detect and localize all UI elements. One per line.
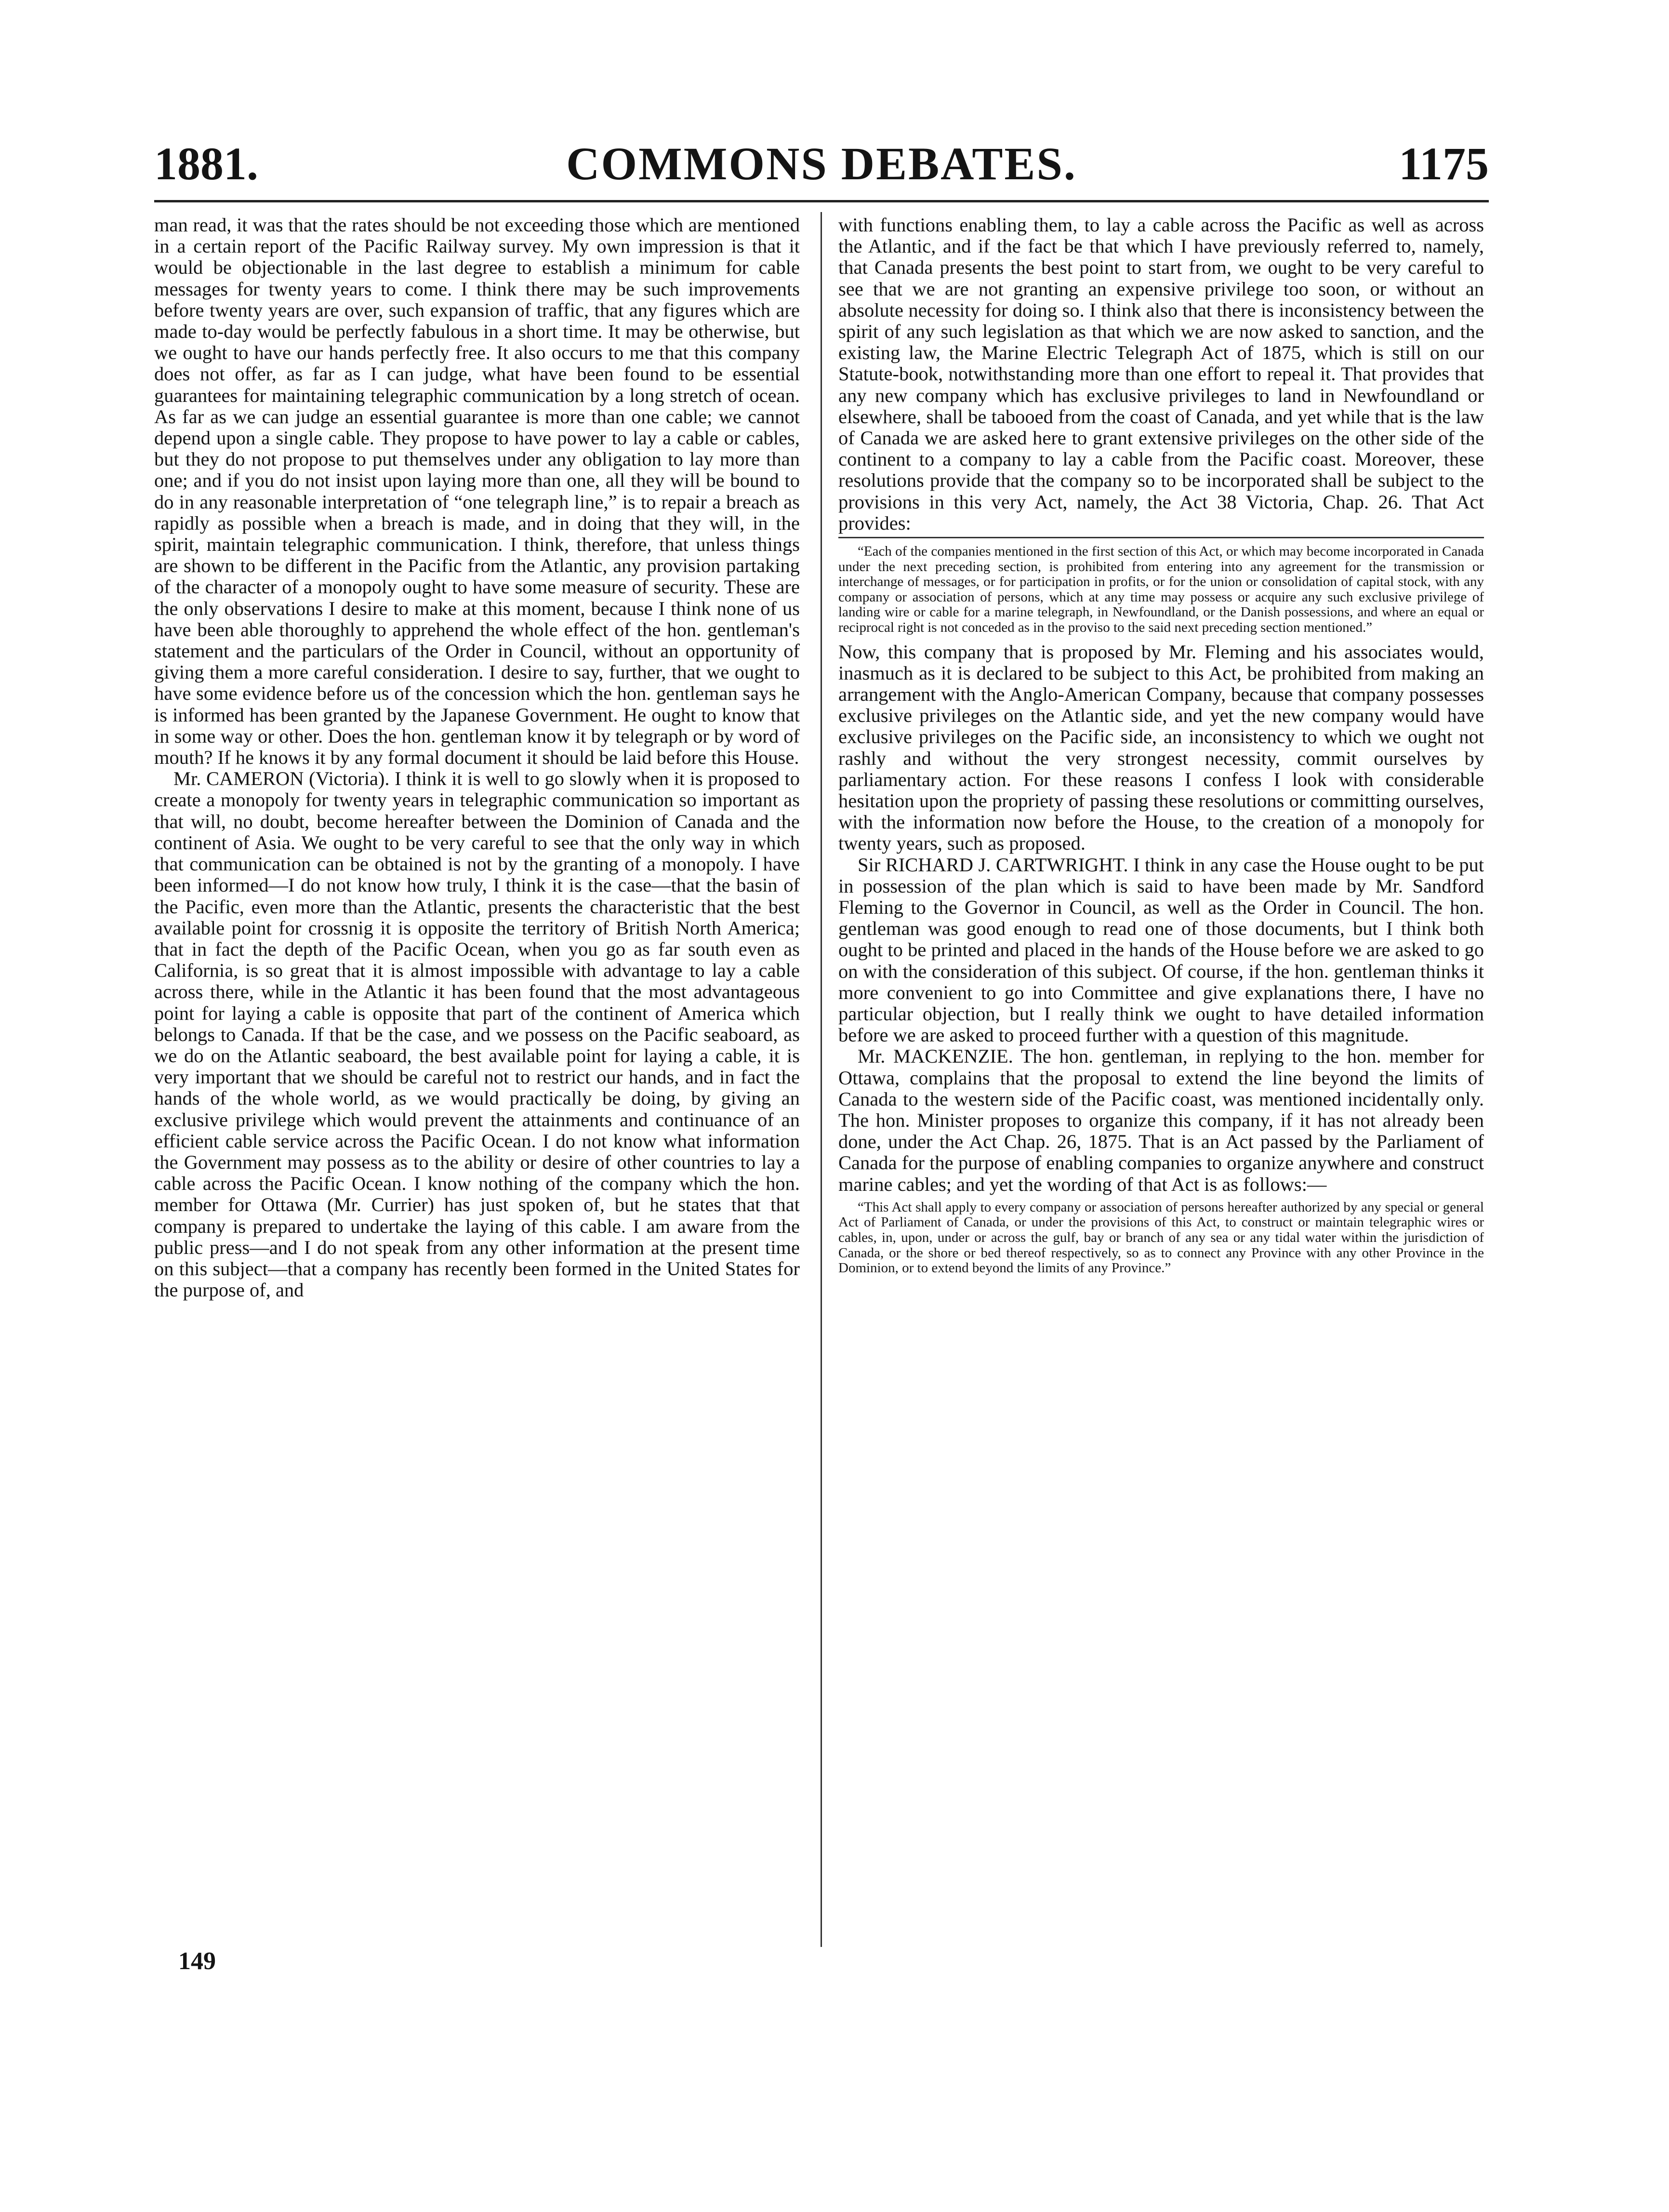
right-paragraph-1: with functions enabling them, to lay a cable across the Pacific as well as across the Atlantic, and if the fact be that which I have previously referred to, namely, that Canada presents the best point to start from, we ought to be very careful to see that we are not granting an expensive privilege too soon, or without an absolute necessity for doing so. I think also that there is inconsistency between the spirit of any such legislation as that which we are now asked to sanction, and the existing law, the Marine Electric Telegraph Act of 1875, which is still on our Statute-book, notwithstanding more than one effort to repeal it. That provides that any new company which has exclusive privileges to land in Newfoundland or elsewhere, shall be tabooed from the coast of Canada, and yet while that is the law of Canada we are asked here to grant extensive privileges on the other side of the continent to a company to lay a cable from the Pacific coast. Moreover, these resolutions provide that the company so to be incorporated shall be subject to the provisions in this very Act, namely, the Act 38 Victoria, Chap. 26. That Act provides:	[838, 214, 1484, 534]
left-paragraph-2: Mr. CAMERON (Victoria). I think it is well to go slowly when it is proposed to create a monopoly for twenty years in telegraphic communication so important as that will, no doubt, become hereafter between the Dominion of Canada and the continent of Asia. We ought to be very careful to see that the only way in which that communication can be obtained is not by the granting of a monopoly. I have been informed—I do not know how truly, I think it is the case—that the basin of the Pacific, even more than the Atlantic, presents the characteristic that the best available point for crossnig it is opposite the territory of British North America; that in fact the depth of the Pacific Ocean, when you go as far south even as California, is so great that it is almost impossible with advantage to lay a cable across there, while in the Atlantic it has been found that the most advantageous point for laying a cable is opposite that part of the continent of America which belongs to Canada. If that be the case, and we possess on the Pacific seaboard, as we do on the Atlantic seaboard, the best available point for laying a cable, it is very important that we should be careful not to restrict our hands, and in fact the hands of the whole world, as we would practically be doing, by giving an exclusive privilege which would prevent the attainments and continuance of an efficient cable service across the Pacific Ocean. I do not know what information the Government may possess as to the ability or desire of other countries to lay a cable across the Pacific Ocean. I know nothing of the company which the hon. member for Ottawa (Mr. Currier) has just spoken of, but he states that that company is prepared to undertake the laying of this cable. I am aware from the public press—and I do not speak from any other information at the present time on this subject—that a company has recently been formed in the United States for the purpose of, and	[154, 768, 800, 1301]
column-divider	[821, 212, 822, 1947]
right-paragraph-3: Sir RICHARD J. CARTWRIGHT. I think in any case the House ought to be put in possession of the plan which is said to have been made by Mr. Sandford Fleming to the Governor in Council, as well as the Order in Council. The hon. gentleman was good enough to read one of those documents, but I think both ought to be printed and placed in the hands of the House before we are asked to go on with the consideration of this subject. Of course, if the hon. gentleman thinks it more convenient to go into Committee and give explanations there, I have no particular objection, but I really think we ought to have detailed information before we are asked to proceed further with a question of this magnitude.	[838, 853, 1484, 1046]
page-header	[154, 135, 1489, 193]
right-paragraph-2: Now, this company that is proposed by Mr. Fleming and his associates would, inasmuch as it is declared to be subject to this Act, be prohibited from making an arrangement with the Anglo-American Company, because that company possesses exclusive privileges on the Atlantic side, and yet the new company would have exclusive privileges on the Pacific side, an inconsistency to which we ought not rashly and without the very strongest necessity, commit ourselves by parliamentary action. For these reasons I confess I look with considerable hesitation upon the propriety of passing these resolutions or committing ourselves, with the information now before the House, to the creation of a monopoly for twenty years, such as proposed.	[838, 640, 1484, 854]
right-column	[838, 214, 1484, 1282]
header-rule	[154, 200, 1489, 202]
right-quote-1: “Each of the companies mentioned in the first section of this Act, or which may become incorporated in Canada under the next preceding section, is prohibited from entering into any agreement for the transmission or interchange of messages, or for participation in profits, or for the union or consolidation of capital stock, with any company or association of persons, which at any time may possess or acquire any such exclusive privilege of landing wire or cable for a marine telegraph, in Newfoundland, or the Danish possessions, and where an equal or reciprocal right is not conceded as in the proviso to the said next preceding section mentioned.”	[838, 544, 1484, 636]
left-paragraph-1: man read, it was that the rates should be not exceeding those which are mentioned in a certain report of the Pacific Railway survey. My own impression is that it would be objectionable in the last degree to establish a minimum for cable messages for twenty years to come. I think there may be such improvements before twenty years are over, such expansion of traffic, that any figures which are made to-day would be perfectly fabulous in a short time. It may be otherwise, but we ought to have our hands perfectly free. It also occurs to me that this company does not offer, as far as I can judge, what have been found to be essential guarantees for maintaining telegraphic communication by a long stretch of ocean. As far as we can judge an essential guarantee is more than one cable; we cannot depend upon a single cable. They propose to have power to lay a cable or cables, but they do not propose to put themselves under any obligation to lay more than one; and if you do not insist upon laying more than one, all they will be bound to do in any reasonable interpretation of “one telegraph line,” is to repair a breach as rapidly as possible when a breach is made, and in doing that they will, in the spirit, maintain telegraphic communication. I think, therefore, that unless things are shown to be different in the Pacific from the Atlantic, any provision partaking of the character of a monopoly ought to have some measure of security. These are the only observations I desire to make at this moment, because I think none of us have been able thoroughly to apprehend the whole effect of the hon. gentleman's statement and the particulars of the Order in Council, without an opportunity of giving them a more careful consideration. I desire to say, further, that we ought to have some evidence before us of the concession which the hon. gentleman says he is informed has been granted by the Japanese Government. He ought to know that in some way or other. Does the hon. gentleman know it by telegraph or by word of mouth? If he knows it by any formal document it should be laid before this House.	[154, 214, 800, 769]
quote-rule	[838, 537, 1484, 538]
signature-mark: 149	[178, 1947, 216, 1975]
header-year: 1881.	[154, 138, 258, 189]
right-quote-2: “This Act shall apply to every company or association of persons hereafter authorized by any special or general Act of Parliament of Canada, or under the provisions of this Act, to construct or maintain telegraphic wires or cables, in, upon, under or across the gulf, bay or branch of any sea or any tidal water within the jurisdiction of Canada, or the shore or bed thereof respectively, so as to connect any Province with any other Province in the Dominion, or to extend beyond the limits of any Province.”	[838, 1199, 1484, 1276]
right-paragraph-4: Mr. MACKENZIE. The hon. gentleman, in replying to the hon. member for Ottawa, complains that the proposal to extend the line beyond the limits of Canada to the western side of the Pacific coast, was mentioned incidentally only. The hon. Minister proposes to organize this company, if it has not already been done, under the Act Chap. 26, 1875. That is an Act passed by the Parliament of Canada for the purpose of enabling companies to organize anywhere and construct marine cables; and yet the wording of that Act is as follows:—	[838, 1045, 1484, 1195]
left-column	[154, 214, 800, 1301]
header-title: COMMONS DEBATES.	[566, 138, 1077, 189]
header-page-number: 1175	[1399, 138, 1489, 189]
